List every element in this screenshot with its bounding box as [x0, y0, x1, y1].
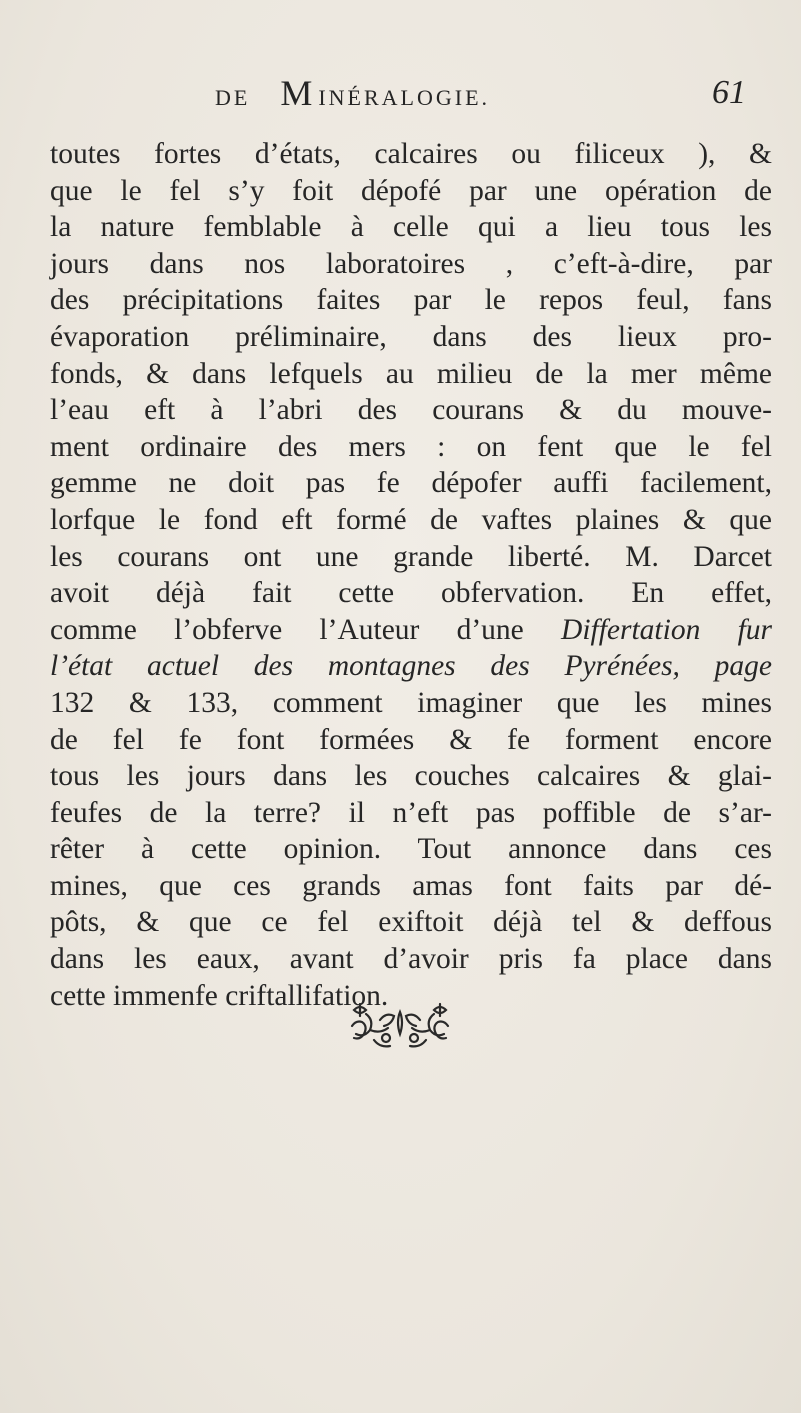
text-line: la nature femblable à celle qui a lieu tous les — [50, 211, 772, 244]
text-line: avoit déjà fait cette obfervation. En effet, — [50, 577, 772, 610]
text-line: les courans ont une grande liberté. M. Darcet — [50, 540, 772, 573]
text-line: jours dans nos laboratoires , c’eft-à-dire, par — [50, 247, 772, 280]
fleuron-ornament-icon — [340, 1000, 460, 1050]
page-number: 61 — [712, 74, 746, 111]
text-line: fonds, & dans lefquels au milieu de la mer même — [50, 357, 772, 390]
italic-title-segment: Differtation fur — [561, 613, 772, 646]
text-line: gemme ne doit pas fe dépofer auffi facilement, — [50, 467, 772, 500]
text-line: des précipitations faites par le repos feul, fans — [50, 284, 772, 317]
running-head-initial: M — [280, 73, 319, 113]
text-line: mines, que ces grands amas font faits par dé- — [50, 869, 772, 902]
text-line: évaporation préliminaire, dans des lieux pro- — [50, 320, 772, 353]
text-line — [50, 648, 772, 685]
text-line: pôts, & que ce fel exiftoit déjà tel & deffous — [50, 906, 772, 939]
running-head — [215, 72, 490, 114]
body-paragraph — [50, 136, 772, 1014]
text-line: dans les eaux, avant d’avoir pris fa place dans — [50, 943, 772, 976]
text-line: cette immenfe criftallifation. — [50, 979, 389, 1012]
text-line: ment ordinaire des mers : on fent que le fel — [50, 430, 772, 463]
text-line: 132 & 133, comment imaginer que les mines — [50, 686, 772, 719]
text-segment: comme l’obferve l’Auteur d’une — [50, 613, 562, 646]
text-line: que le fel s’y foit dépofé par une opération de — [50, 174, 772, 207]
text-line: feufes de la terre? il n’eft pas poffible de s’ar- — [50, 796, 772, 829]
text-line: de fel fe font formées & fe forment encore — [50, 723, 772, 756]
text-line: l’eau eft à l’abri des courans & du mouve- — [50, 394, 772, 427]
running-head-prefix: DE — [215, 85, 251, 110]
italic-title-segment: l’état actuel des montagnes des Pyrénées, page — [50, 650, 772, 683]
text-line: tous les jours dans les couches calcaires & glai- — [50, 760, 772, 793]
page-header — [0, 72, 801, 122]
text-line: lorfque le fond eft formé de vaftes plaines & que — [50, 503, 772, 536]
text-line: toutes fortes d’états, calcaires ou filiceux ), & — [50, 138, 772, 170]
text-line — [50, 612, 772, 649]
running-head-title: INÉRALOGIE. — [318, 85, 491, 110]
text-line: rêter à cette opinion. Tout annonce dans ces — [50, 833, 772, 866]
